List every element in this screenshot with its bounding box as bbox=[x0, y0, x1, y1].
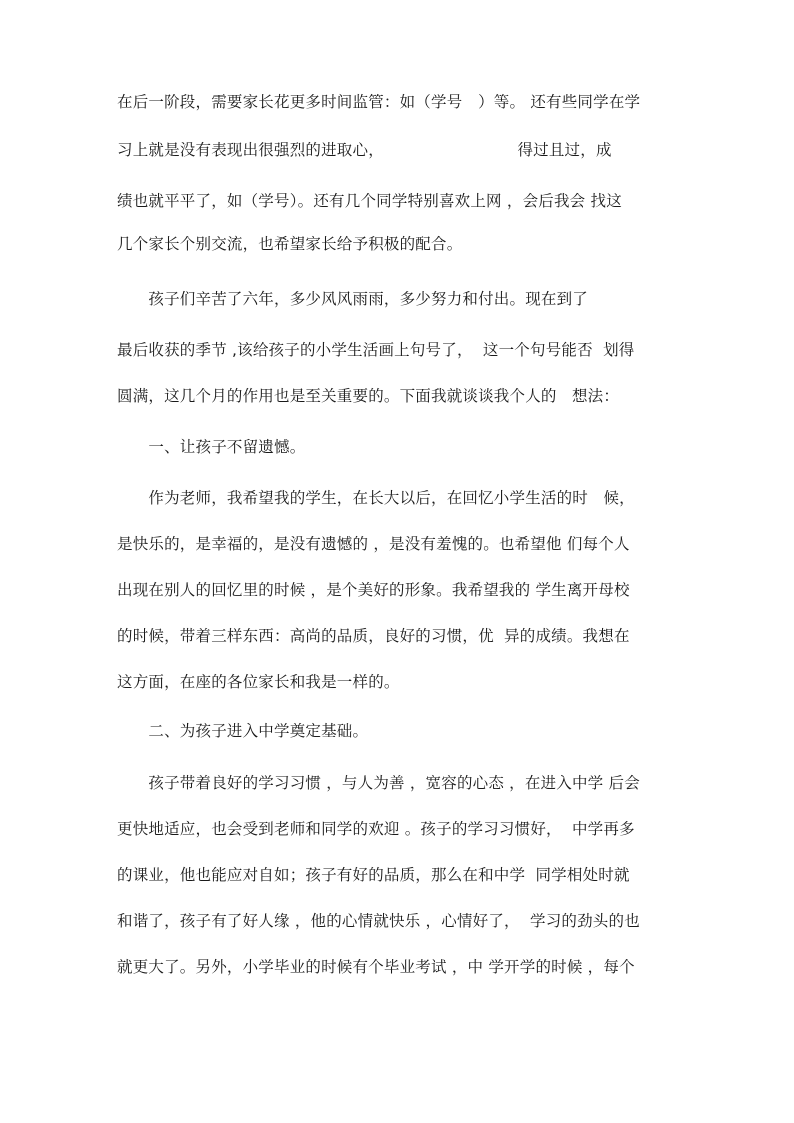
text-line: 孩子带着良好的学习习惯 ，与人为善 ，宽容的心态 ，在进入中学 后会 bbox=[117, 774, 640, 792]
section-heading: 一、让孩子不留遗憾。 bbox=[117, 438, 306, 456]
text-line: 圆满，这几个月的作用也是至关重要的。下面我就谈谈我个人的 想法： bbox=[117, 387, 620, 405]
text-line: 出现在别人的回忆里的时候 ，是个美好的形象。我希望我的 学生离开母校 bbox=[117, 581, 630, 599]
text-line: 最后收获的季节 ,该给孩子的小学生活画上句号了， 这一个句号能否 划得 bbox=[117, 341, 635, 359]
text-line: 的时候，带着三样东西：高尚的品质，良好的习惯，优 异的成绩。我想在 bbox=[117, 627, 630, 645]
text-line: 和谐了，孩子有了好人缘 ，他的心情就快乐 ，心情好了， 学习的劲头的也 bbox=[117, 912, 640, 930]
text-line: 孩子们辛苦了六年，多少风风雨雨，多少努力和付出。现在到了 bbox=[117, 290, 589, 308]
text-line: 作为老师，我希望我的学生，在长大以后，在回忆小学生活的时 候， bbox=[117, 489, 635, 507]
text-line: 是快乐的，是幸福的，是没有遗憾的 ，是没有羞愧的。也希望他 们每个人 bbox=[117, 535, 630, 553]
text-line: 的课业，他也能应对自如；孩子有好的品质，那么在和中学 同学相处时就 bbox=[117, 866, 630, 884]
section-heading: 二、为孩子进入中学奠定基础。 bbox=[117, 722, 369, 740]
text-line: 在后一阶段，需要家长花更多时间监管：如（学号 ）等。 还有些同学在学 bbox=[117, 93, 641, 111]
text-line: 就更大了。另外，小学毕业的时候有个毕业考试 ，中 学开学的时候 ，每个 bbox=[117, 958, 635, 976]
text-line: 这方面，在座的各位家长和我是一样的。 bbox=[117, 673, 400, 691]
text-line: 绩也就平平了，如（学号）。还有几个同学特别喜欢上网 ，会后我会 找这 bbox=[117, 192, 622, 210]
text-line: 几个家长个别交流，也希望家长给予积极的配合。 bbox=[117, 235, 463, 253]
text-line: 习上就是没有表现出很强烈的进取心， 得过且过，成 bbox=[117, 141, 612, 159]
text-line: 更快地适应，也会受到老师和同学的欢迎 。孩子的学习习惯好， 中学再多 bbox=[117, 820, 635, 838]
